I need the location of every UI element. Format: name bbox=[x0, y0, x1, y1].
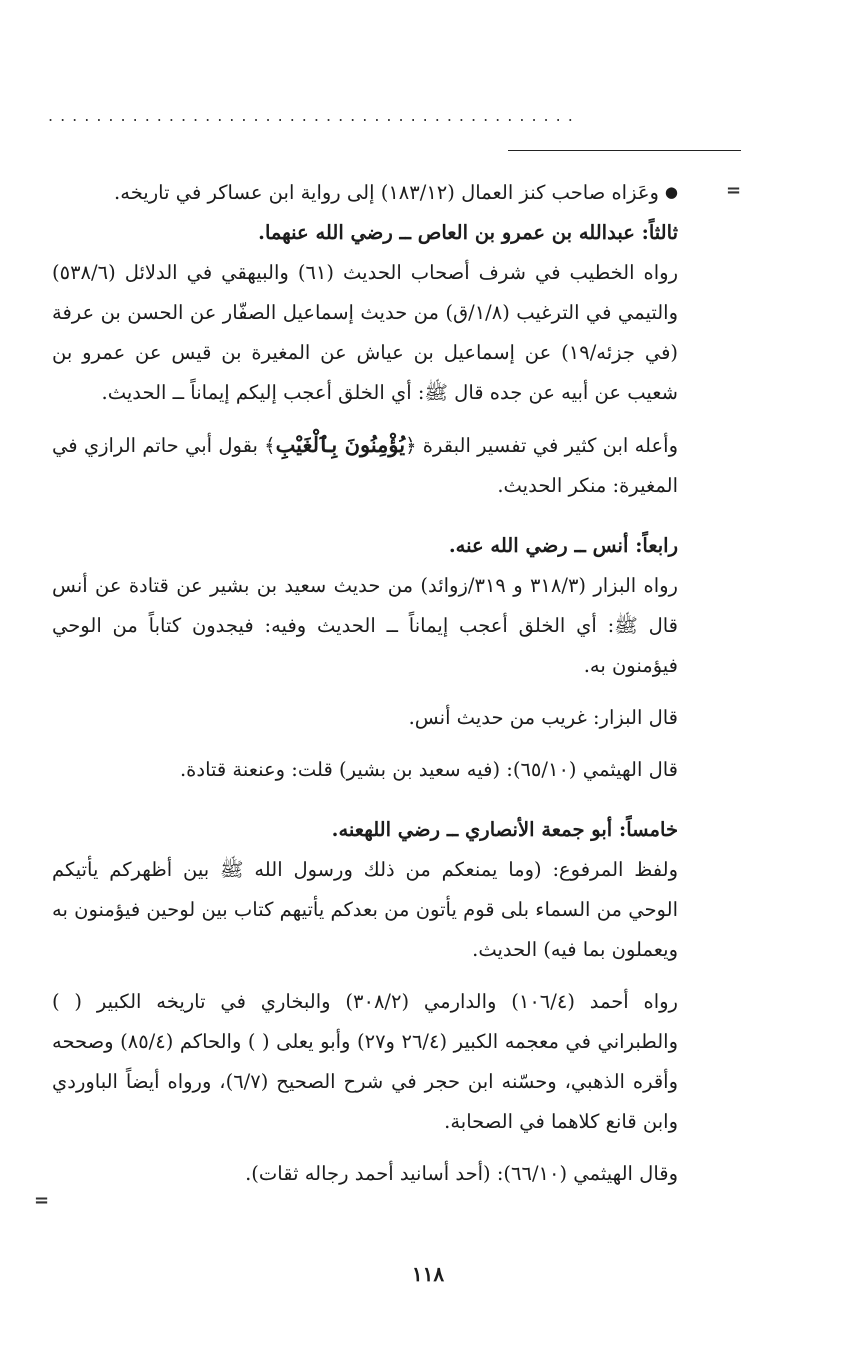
page-number: ١١٨ bbox=[411, 1262, 445, 1286]
main-text bbox=[52, 172, 678, 1194]
section-paragraph-4: رواه البزار (٣١٨/٣ و ٣١٩/زوائد) من حديث سعيد بن بشير عن قتادة عن أنس قال ﷺ: أي الخلق أعجب إيماناً ــ الحديث وفيه: فيجدون كتاباً من الوحي فيؤمنون به. bbox=[52, 574, 678, 677]
footnote-rule bbox=[508, 150, 741, 151]
continuation-mark-bottom: = bbox=[34, 1190, 50, 1211]
section-paragraph-3: رواه الخطيب في شرف أصحاب الحديث (٦١) والبيهقي في الدلائل (٥٣٨/٦) والتيمي في الترغيب (١/٨/ق) من حديث إسماعيل الصفّار عن الحسن بن عرفة (في جزئه/١٩) عن إسماعيل بن عياش عن المغيرة بن قيس عن عمرو بن شعيب عن أبيه عن جده قال ﷺ: أي الخلق أعجب إليكم إيماناً ــ الحديث. bbox=[52, 261, 678, 404]
section-paragraph-5b: رواه أحمد (١٠٦/٤) والدارمي (٣٠٨/٢) والبخاري في تاريخه الكبير ( ) والطبراني في معجمه الكبير (٢٦/٤ و٢٧) وأبو يعلى ( ) والحاكم (٨٥/٤) وصححه وأقره الذهبي، وحسّنه ابن حجر في شرح الصحيح (٦/٧)، ورواه أيضاً الباوردي وابن قانع كلاهما في الصحابة. bbox=[52, 990, 678, 1133]
section-label-4: رابعاً: bbox=[635, 534, 678, 557]
quran-verse: يُؤْمِنُونَ بِٱلْغَيْبِ bbox=[275, 432, 406, 457]
haythami-note-4: قال الهيثمي (٦٥/١٠): (فيه سعيد بن بشير) قلت: وعنعنة قتادة. bbox=[179, 758, 678, 781]
section-paragraph-3b bbox=[52, 425, 678, 506]
section-title-3: عبدالله بن عمرو بن العاص ــ رضي الله عنهما. bbox=[258, 221, 635, 244]
section-title-4: أنس ــ رضي الله عنه. bbox=[448, 534, 629, 557]
verse-outro: ﴾ بقول أبي حاتم الرازي في المغيرة: منكر الحديث. bbox=[52, 434, 678, 497]
bullet-text: وعَزاه صاحب كنز العمال (١٨٣/١٢) إلى رواية ابن عساكر في تاريخه. bbox=[114, 181, 659, 204]
dotted-separator: ............................................ bbox=[48, 106, 580, 125]
bullet-icon: ● bbox=[664, 183, 678, 201]
section-label-5: خامساً: bbox=[619, 818, 678, 841]
section-title-5: أبو جمعة الأنصاري ــ رضي اللهعنه. bbox=[331, 818, 613, 841]
haythami-note-5: وقال الهيثمي (٦٦/١٠): (أحد أسانيد أحمد رجاله ثقات). bbox=[245, 1162, 678, 1185]
section-paragraph-5: ولفظ المرفوع: (وما يمنعكم من ذلك ورسول الله ﷺ بين أظهركم يأتيكم الوحي من السماء بلى قوم يأتون من بعدكم يأتيهم كتاب بين لوحين فيؤمنون به ويعملون بما فيه) الحديث. bbox=[52, 858, 678, 961]
section-heading-3 bbox=[52, 213, 678, 253]
bullet-line bbox=[52, 172, 678, 213]
continuation-mark-top: = bbox=[726, 180, 742, 201]
section-label-3: ثالثاً: bbox=[641, 221, 678, 244]
bazzar-note: قال البزار: غريب من حديث أنس. bbox=[408, 706, 678, 729]
section-heading-4 bbox=[52, 526, 678, 566]
section-heading-5 bbox=[52, 810, 678, 850]
verse-intro: وأعله ابن كثير في تفسير البقرة ﴿ bbox=[405, 434, 678, 457]
